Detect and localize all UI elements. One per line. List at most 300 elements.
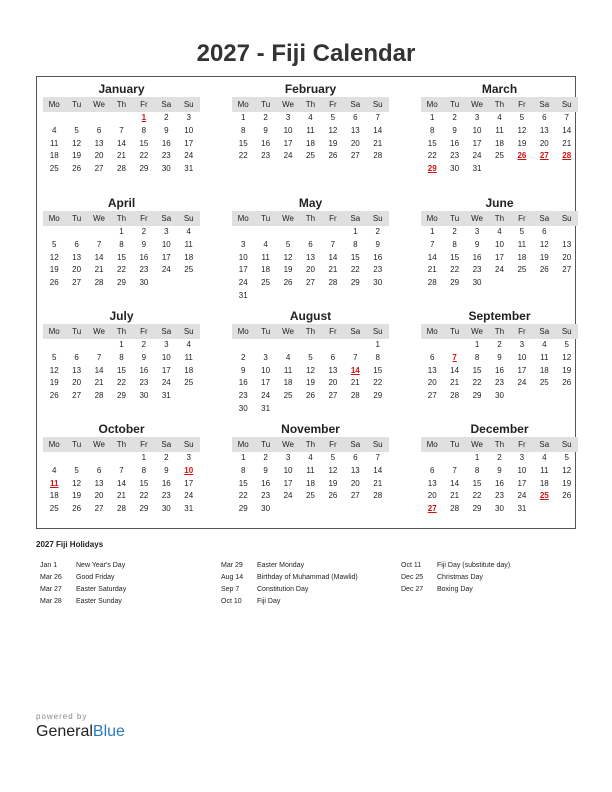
day-cell: 13 [539,125,549,135]
day-cell: 27 [328,391,338,401]
logo-brand-general: General [36,723,93,740]
weekday-label: Su [561,327,572,336]
weekday-label: Su [561,440,572,449]
day-cell: 30 [161,164,171,174]
day-cell: 19 [283,265,293,275]
day-cell: 30 [495,504,504,514]
day-cell: 2 [375,227,380,236]
day-cell: 6 [330,352,336,362]
day-cell: 28 [117,504,126,514]
weekday-label: Fr [140,214,148,223]
day-cell: 5 [519,113,525,122]
weekday-label: Sa [350,327,361,336]
day-cell: 18 [539,478,549,488]
day-cell: 20 [427,491,437,501]
weekday-label: Sa [539,100,550,109]
month-name: September [468,309,531,323]
day-cell: 24 [283,491,293,501]
weekday-header [43,211,200,226]
week-row [43,239,200,252]
holiday-day-cell: 14 [350,365,360,375]
day-cell: 6 [96,465,102,475]
day-cell: 17 [517,365,527,375]
day-cell [155,277,177,290]
day-cell: 13 [427,365,437,375]
day-cell: 6 [308,239,313,249]
holiday-entry [401,584,510,596]
weekday-header [43,437,200,452]
day-cell: 22 [450,265,460,275]
day-cell [421,452,443,465]
day-cell: 16 [450,138,460,148]
day-cell: 30 [495,391,504,401]
day-cell: 18 [261,265,271,275]
day-cell: 23 [495,491,504,501]
day-cell: 12 [72,138,82,148]
holiday-date: Oct 10 [221,598,242,605]
weekday-label: Th [494,327,505,336]
day-cell: 25 [495,151,504,161]
holiday-day-cell: 7 [452,352,457,362]
day-cell: 2 [452,227,457,236]
day-cell: 3 [186,453,191,462]
day-cell [421,339,443,352]
day-cell: 18 [517,252,527,262]
day-cell: 30 [261,504,271,514]
weekday-label: Tu [450,327,460,336]
weekday-label: Fr [329,440,337,449]
holiday-date: Mar 29 [221,562,243,569]
day-cell: 29 [117,278,126,288]
day-cell: 15 [427,138,437,148]
day-cell: 5 [285,239,291,249]
day-cell: 3 [186,113,191,122]
day-cell: 11 [50,138,59,148]
weekday-label: Fr [518,100,526,109]
holiday-date: Dec 25 [401,574,424,581]
weekday-label: Mo [237,440,249,449]
month-september [421,308,578,403]
day-cell: 23 [161,151,171,161]
day-cell: 17 [184,138,194,148]
day-cell: 17 [283,478,293,488]
weekday-label: Sa [350,214,361,223]
day-cell: 14 [450,365,460,375]
day-cell: 10 [161,352,171,362]
day-cell: 4 [542,453,547,462]
day-cell: 4 [51,125,57,135]
holiday-entry [221,584,358,596]
weekday-label: Su [372,100,383,109]
day-cell: 24 [238,278,248,288]
day-cell: 28 [328,278,338,288]
day-cell: 3 [285,453,291,462]
day-cell: 14 [328,252,338,262]
day-cell: 18 [49,151,59,161]
week-row [43,163,200,176]
day-cell: 15 [117,365,126,375]
day-cell: 3 [285,113,291,122]
day-cell [533,277,555,290]
holiday-day-cell: 28 [562,151,572,161]
day-cell: 26 [328,151,338,161]
day-cell: 19 [49,265,59,275]
logo-prefix: powered by [36,712,88,721]
weekday-label: Th [116,100,127,109]
day-cell: 25 [49,504,59,514]
day-cell: 22 [472,491,482,501]
day-cell: 21 [427,265,437,275]
day-cell: 11 [517,239,527,249]
holiday-entry [40,584,126,596]
day-cell [443,452,465,465]
week-row [421,277,578,290]
weekday-label: We [471,327,483,336]
day-cell: 9 [497,352,502,362]
day-cell: 8 [474,352,480,362]
day-cell: 2 [141,340,147,349]
weekday-label: Th [494,214,505,223]
day-cell: 19 [72,151,82,161]
weekday-label: Su [561,100,572,109]
day-cell: 29 [117,391,126,401]
day-cell: 7 [375,453,380,462]
day-cell: 22 [117,378,126,388]
day-cell: 8 [429,125,435,135]
day-cell: 17 [261,378,271,388]
day-cell: 27 [306,278,315,288]
weekday-label: Fr [518,214,526,223]
weekday-label: Tu [261,327,271,336]
weekday-header [232,437,389,452]
week-row [421,252,578,265]
day-cell: 6 [429,465,435,475]
day-cell: 21 [117,491,126,501]
day-cell: 20 [94,491,104,501]
day-cell [277,226,299,239]
day-cell: 12 [562,352,572,362]
day-cell [511,390,533,403]
month-november [232,421,389,516]
week-row [232,125,389,138]
day-cell: 11 [540,352,549,362]
holiday-date: Jan 1 [40,562,58,569]
day-cell: 23 [495,378,504,388]
day-cell: 24 [517,491,527,501]
day-cell: 9 [240,365,246,375]
day-cell [277,339,299,352]
day-cell: 29 [450,278,460,288]
weekday-label: Su [372,327,383,336]
week-row [421,150,578,163]
day-cell: 21 [117,151,126,161]
day-cell: 18 [283,378,293,388]
week-row [232,138,389,151]
day-cell: 12 [562,465,572,475]
day-cell: 22 [350,265,360,275]
day-cell: 18 [306,138,315,148]
day-cell: 5 [74,125,79,135]
month-name: April [107,196,136,210]
day-cell: 11 [495,125,504,135]
weekday-header [43,97,200,112]
day-cell: 21 [350,378,360,388]
weekday-header [43,324,200,339]
day-cell: 31 [184,164,194,174]
holiday-name: Constitution Day [257,586,309,593]
day-cell: 1 [429,227,435,236]
day-cell: 16 [373,252,383,262]
day-cell: 2 [497,340,502,349]
day-cell: 17 [283,138,293,148]
weekday-label: Sa [539,327,550,336]
weekday-header [421,97,578,112]
day-cell: 29 [139,164,149,174]
day-cell [344,503,366,516]
day-cell: 7 [429,239,435,249]
day-cell: 22 [238,151,248,161]
day-cell: 19 [49,378,59,388]
day-cell: 15 [472,365,482,375]
day-cell: 9 [164,125,169,135]
weekday-label: Th [116,327,127,336]
day-cell [322,290,344,303]
day-cell: 31 [238,290,248,300]
day-cell: 29 [238,504,248,514]
week-row [421,125,578,138]
holiday-column [401,560,510,596]
day-cell: 28 [373,151,383,161]
day-cell [488,277,510,290]
day-cell: 13 [350,465,360,475]
day-cell: 15 [139,478,149,488]
day-cell: 25 [306,151,315,161]
day-cell: 3 [240,239,246,249]
week-row [421,377,578,390]
day-cell: 29 [350,278,360,288]
day-cell: 16 [161,478,171,488]
week-row [232,390,389,403]
day-cell: 13 [427,478,437,488]
day-cell: 20 [306,265,315,275]
day-cell: 12 [283,252,293,262]
weekday-label: Sa [161,214,172,223]
day-cell: 28 [373,491,383,501]
week-row [232,239,389,252]
month-name: May [298,196,323,210]
day-cell: 12 [539,239,549,249]
day-cell: 5 [330,113,336,122]
weekday-label: Fr [518,327,526,336]
day-cell: 10 [184,125,194,135]
day-cell: 4 [308,113,313,122]
day-cell: 23 [261,491,271,501]
holiday-name: Boxing Day [437,586,473,593]
day-cell: 26 [72,504,82,514]
day-cell: 4 [542,340,547,349]
day-cell: 7 [375,113,380,122]
week-row [43,138,200,151]
weekday-label: Tu [72,327,82,336]
day-cell: 29 [472,391,482,401]
weekday-label: Fr [140,100,148,109]
month-december [421,421,578,516]
day-cell: 18 [184,252,194,262]
day-cell: 6 [353,453,358,462]
day-cell [299,403,321,416]
day-cell: 22 [117,265,126,275]
day-cell: 30 [139,391,149,401]
day-cell [556,503,578,516]
day-cell [367,290,389,303]
day-cell: 14 [450,478,460,488]
day-cell: 10 [283,125,293,135]
day-cell: 11 [540,465,549,475]
generalblue-logo[interactable] [36,712,125,741]
day-cell: 23 [238,391,248,401]
day-cell: 2 [452,113,457,122]
week-row [232,339,389,352]
day-cell [88,112,110,125]
day-cell: 24 [161,378,171,388]
week-row [232,150,389,163]
day-cell: 25 [283,391,293,401]
holiday-entry [221,596,358,608]
day-cell: 15 [238,478,248,488]
day-cell: 20 [350,138,360,148]
day-cell: 3 [519,453,525,462]
day-cell: 1 [119,227,124,236]
weekday-header [421,437,578,452]
day-cell [254,226,276,239]
logo-brand-blue: Blue [92,723,125,740]
day-cell: 7 [452,465,457,475]
month-march [421,81,578,176]
holiday-name: Fiji Day (substitute day) [437,562,511,569]
week-row [43,352,200,365]
day-cell: 26 [283,278,293,288]
day-cell [322,339,344,352]
day-cell: 20 [72,265,82,275]
week-row [421,465,578,478]
day-cell: 19 [328,478,338,488]
day-cell [367,503,389,516]
month-name: June [485,196,514,210]
month-name: February [284,82,337,96]
page-title: 2027 - Fiji Calendar [196,40,416,67]
day-cell [232,339,254,352]
week-row [232,365,389,378]
weekday-label: Su [183,214,194,223]
day-cell [322,403,344,416]
day-cell: 13 [94,138,104,148]
day-cell: 10 [161,239,171,249]
day-cell: 22 [472,378,482,388]
day-cell: 1 [375,340,380,349]
weekday-label: Mo [426,440,438,449]
day-cell: 16 [261,478,271,488]
day-cell: 13 [350,125,360,135]
day-cell [443,339,465,352]
week-row [421,352,578,365]
day-cell [299,226,321,239]
week-row [43,390,200,403]
day-cell: 9 [375,239,380,249]
holiday-date: Sep 7 [221,586,240,593]
day-cell [511,277,533,290]
day-cell: 30 [472,278,482,288]
day-cell: 8 [353,239,358,249]
day-cell: 16 [139,365,149,375]
holiday-entry [40,560,126,572]
day-cell: 16 [161,138,171,148]
day-cell: 18 [495,138,504,148]
day-cell: 27 [94,164,104,174]
day-cell: 9 [452,125,457,135]
day-cell: 9 [263,125,268,135]
week-row [43,377,200,390]
day-cell: 2 [164,113,169,122]
holiday-date: Mar 27 [40,586,62,593]
month-may [232,195,389,303]
day-cell: 4 [497,113,502,122]
day-cell [110,112,132,125]
weekday-label: Su [183,440,194,449]
week-row [232,452,389,465]
day-cell: 5 [564,453,569,462]
day-cell: 1 [474,340,480,349]
day-cell: 30 [139,278,149,288]
day-cell: 3 [164,227,169,236]
week-row [43,252,200,265]
day-cell: 12 [306,365,315,375]
day-cell: 15 [238,138,248,148]
day-cell: 5 [330,453,336,462]
holiday-name: Birthday of Muhammad (Mawlid) [257,574,358,581]
day-cell: 14 [373,125,383,135]
week-row [421,226,578,239]
weekday-label: Mo [237,214,249,223]
week-row [43,503,200,516]
weekday-label: Mo [48,100,60,109]
day-cell: 30 [161,504,171,514]
holiday-entry [221,572,358,584]
holiday-name: Fiji Day [257,598,281,605]
day-cell: 9 [497,465,502,475]
day-cell: 3 [474,113,480,122]
holiday-name: Easter Sunday [76,598,122,605]
day-cell: 4 [51,465,57,475]
day-cell: 12 [49,252,59,262]
day-cell: 16 [472,252,482,262]
day-cell: 3 [474,227,480,236]
weekday-label: We [93,214,105,223]
week-row [421,163,578,176]
day-cell: 15 [139,138,149,148]
day-cell: 7 [96,239,102,249]
weekday-label: We [93,100,105,109]
day-cell: 8 [119,352,124,362]
weekday-label: Tu [450,100,460,109]
day-cell: 19 [72,491,82,501]
weekday-label: We [282,327,294,336]
month-name: January [98,82,145,96]
day-cell: 21 [94,265,104,275]
day-cell: 27 [427,391,437,401]
weekday-header [232,97,389,112]
weekday-label: Mo [426,214,438,223]
day-cell: 6 [542,113,547,122]
